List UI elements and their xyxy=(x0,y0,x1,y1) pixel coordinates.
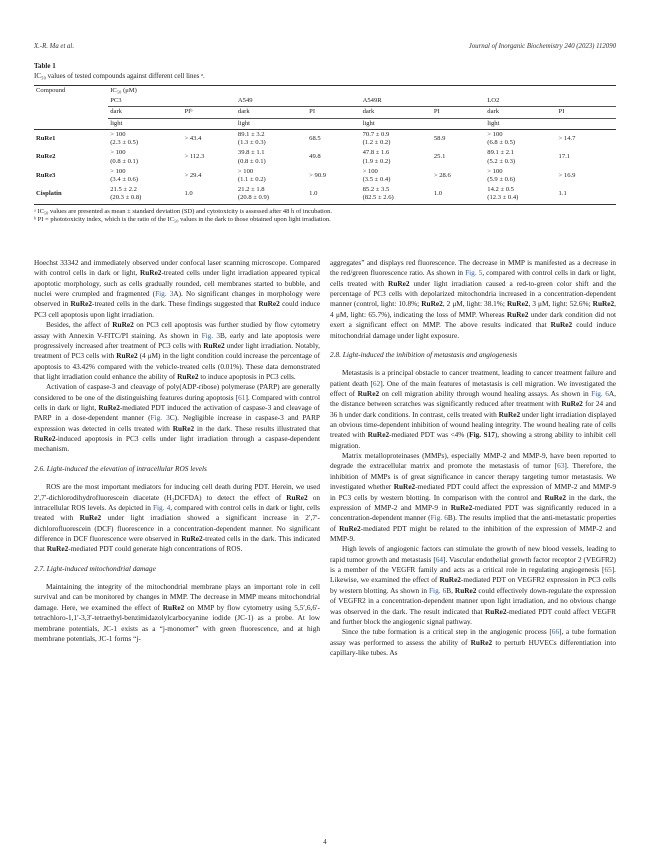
reference-link[interactable]: Fig. 3 xyxy=(155,289,174,299)
reference-link[interactable]: Fig. 6 xyxy=(430,513,448,523)
text-run: aggregates” and displays red fluorescence. The decrease in MMP is manifested as a decrease in the red/green fluorescence ratio. As shown in xyxy=(330,258,616,278)
text-run: on MMP by flow cytometry using 5,5′,6,6′-tetrachloro-1,1′-3,3′-tetraethyl-benzimidazolylcarbocyanine iodide (JC-1) as a probe. At low membrane potentials, JC-1 exists as a “j-monomer” with green fluorescence, and at high membrane potentials, JC-1 forms “j- xyxy=(34,602,320,643)
ic50-light: (1.1 ± 0.2) xyxy=(237,175,266,183)
ic50-light: (1.3 ± 0.3) xyxy=(237,139,266,147)
bold-term: RuRe2 xyxy=(561,399,583,409)
ic50-light: (12.3 ± 0.4) xyxy=(487,194,519,202)
pi-value: > 16.9 xyxy=(558,171,576,179)
bold-term: RuRe2 xyxy=(116,351,138,361)
text-run: A). No significant changes in morphology were observed in xyxy=(34,289,321,309)
ic50-light: (5.2 ± 0.3) xyxy=(487,157,516,165)
text-run: could induce mitochondrial damage under light exposure. xyxy=(330,320,616,340)
ic50-light: (3.5 ± 0.4) xyxy=(362,175,391,183)
empty-cell xyxy=(432,118,485,129)
text-run: could effectively down-regulate the expression of VEGFR2 in a concentration-dependent manner upon light irradiation, and no obvious change was observed in the dark. The result indicated that xyxy=(330,585,616,616)
text-run: ], a tube formation assay was performed to assess the ability of xyxy=(330,627,616,647)
pi-value: 49.8 xyxy=(309,153,321,161)
pi-value: 58.9 xyxy=(433,134,446,142)
pi-value: > 112.3 xyxy=(184,153,205,161)
text-run: High levels of angiogenic factors can stimulate the growth of new blood vessels, leading to rapid tumor growth and metastasis [ xyxy=(330,544,616,564)
compound-name: Cisplatin xyxy=(34,185,108,204)
text-run: , compared with control cells in dark or light, cells treated with xyxy=(330,268,617,288)
header-ic50: IC₅₀ (μM) xyxy=(108,85,616,96)
ic50-dark: 21.2 ± 1.8 xyxy=(237,186,265,194)
ic50-light: (1.2 ± 0.2) xyxy=(362,139,391,147)
bold-term: RuRe2 xyxy=(506,309,529,319)
ic50-value xyxy=(108,185,182,204)
text-run: -treated cells under light irradiation appeared typical apoptotic morphology, such as cells gradually rounded, cell membranes started to bubble, and nuclei were crumpled and fragmented ( xyxy=(34,268,320,299)
compound-name: RuRe1 xyxy=(36,134,56,142)
reference-link[interactable]: Fig. 6 xyxy=(591,388,609,398)
bold-term: RuRe2 xyxy=(506,299,529,309)
ic50-dark: 89.1 ± 2.1 xyxy=(487,149,514,157)
text-run: B). The results implied that the anti-metastatic properties of xyxy=(330,513,616,533)
text-run: , 2 μM, light: 38.1%; xyxy=(442,299,507,309)
text-run: , compared with control cells in dark or light, cells treated with xyxy=(34,502,320,523)
text-run: ROS are the most important mediators for inducing cell death during PDT. Herein, we used 2′,7′-dichlorodihydrofluorescein diacetate (H₂DCFDA) to detect the effect of xyxy=(34,482,320,502)
header-pi: PI xyxy=(432,107,485,118)
compound-name: RuRe3 xyxy=(36,171,56,179)
table-row xyxy=(34,148,616,166)
pi-value: > 43.4 xyxy=(184,134,202,142)
text-run: Hoechst 33342 and immediately observed under confocal laser scanning microscope. Compared with control cells in dark or light, xyxy=(34,258,320,278)
text-run: to perturb HUVECs differentiation into capillary-like tubes. As xyxy=(330,637,617,657)
pi-value: 1.0 xyxy=(307,185,360,204)
text-run: under light irradiation displayed an obvious time-dependent inhibition of wound healing integrity. The wound healing rate of cells treated with xyxy=(330,409,616,440)
bold-term: RuRe2 xyxy=(498,409,521,419)
ic50-value xyxy=(361,129,432,148)
header-pi: PI xyxy=(307,107,360,118)
ic50-light: (5.9 ± 0.6) xyxy=(487,175,516,183)
text-run: -induced apoptosis in PC3 cells under light irradiation through a caspase-dependent mechanism. xyxy=(34,434,320,454)
section-heading-2-7: 2.7. Light-induced mitochondrial damage xyxy=(34,563,156,573)
bold-term: RuRe2 xyxy=(203,340,225,350)
bold-term: RuRe2 xyxy=(181,533,203,543)
reference-link[interactable]: 61 xyxy=(238,392,246,402)
ic50-dark: > 100 xyxy=(487,130,503,138)
text-run: on intracellular ROS levels. As depicted in xyxy=(34,492,320,512)
paragraph xyxy=(330,627,616,658)
empty-cell xyxy=(34,96,108,107)
pi-value: 25.1 xyxy=(433,153,446,161)
text-run: Activation of caspase-3 and cleavage of poly(ADP-ribose) polymerase (PARP) are generally considered to be one of the distinguishing features during apoptosis [ xyxy=(34,382,320,402)
text-run: in the dark, the expression of MMP-2 and MMP-9 in xyxy=(330,492,616,512)
bold-term: RuRe2 xyxy=(177,371,199,381)
reference-link[interactable]: Fig. 4 xyxy=(152,502,171,512)
paragraph xyxy=(330,258,616,341)
bold-term: RuRe2 xyxy=(70,299,93,309)
text-run: could induce PC3 cell apoptosis upon light irradiation. xyxy=(34,299,320,319)
paragraph xyxy=(34,582,320,644)
reference-link[interactable]: Fig. 5 xyxy=(465,268,483,278)
ic50-dark: 21.5 ± 2.2 xyxy=(110,186,137,194)
header-dark: dark xyxy=(108,107,182,118)
paragraph xyxy=(330,544,616,627)
pi-value: > 28.6 xyxy=(433,171,451,179)
section-heading-2-6: 2.6. Light-induced the elevation of intracellular ROS levels xyxy=(34,463,207,473)
paragraph xyxy=(330,368,616,451)
header-dark: dark xyxy=(361,107,432,118)
text-run: -treated cells in the dark. These findings suggested that xyxy=(92,299,259,309)
bold-term: RuRe2 xyxy=(286,492,308,502)
header-light: light xyxy=(361,118,432,129)
reference-link[interactable]: 62 xyxy=(372,378,381,388)
text-run: -treated cells in the dark. This indicated that xyxy=(34,533,321,554)
bold-term: RuRe2 xyxy=(592,299,615,309)
text-run: on PC3 cell apoptosis was further studied by flow cytometry assay with Annexin V-FITC/PI staining. As shown in xyxy=(34,320,320,340)
ic50-dark: > 100 xyxy=(110,167,126,175)
paragraph xyxy=(330,451,616,544)
pi-value: > 29.4 xyxy=(184,171,202,179)
ic50-light: (0.8 ± 0.1) xyxy=(237,157,266,165)
header-authors: X.-R. Ma et al. xyxy=(34,43,75,50)
ic50-light: (2.3 ± 0.5) xyxy=(110,139,139,147)
empty-cell xyxy=(34,118,108,129)
ic50-value xyxy=(108,129,182,148)
text-run: B, early and late apoptosis were progressively increased after treatment of PC3 cells with xyxy=(34,330,320,350)
reference-link[interactable]: 64 xyxy=(435,554,444,564)
text-run: ]. Compared with control cells in dark or light, xyxy=(34,392,321,413)
paragraph xyxy=(34,320,320,382)
ic50-value xyxy=(485,148,556,166)
paragraph xyxy=(34,382,320,455)
bold-term: RuRe2 xyxy=(421,299,443,309)
table-header-row xyxy=(34,85,616,96)
text-run: Besides, the affect of xyxy=(46,320,113,330)
header-compound: Compound xyxy=(34,85,108,96)
ic50-value xyxy=(108,167,182,185)
table-1 xyxy=(34,62,616,225)
text-run: under dark condition did not exert a significant effect on MMP. The above results indicated that xyxy=(330,309,616,330)
ic50-dark: > 100 xyxy=(110,149,126,157)
bold-term: RuRe2 xyxy=(112,320,134,330)
section-heading-2-8: 2.8. Light-induced the inhibition of metastasis and angiogenesis xyxy=(330,349,518,359)
text-run: ]. One of the main features of metastasis is cell migration. We investigated the effect of xyxy=(330,378,616,398)
ic50-dark: > 100 xyxy=(487,167,503,175)
text-run: -mediated PDT induced the activation of caspase-3 and cleavage of PARP in a dose-dependent manner ( xyxy=(34,403,320,423)
text-run: ]. Likewise, we examined the effect of xyxy=(330,565,616,585)
empty-cell xyxy=(182,118,235,129)
text-run: B, xyxy=(446,585,455,595)
ic50-light: (0.8 ± 0.1) xyxy=(110,157,139,165)
text-run: -mediated PDT might be related to the inhibition of the expression of MMP-2 and MMP-9. xyxy=(330,523,617,543)
pi-value: 1.1 xyxy=(557,185,616,204)
pi-value: 1.0 xyxy=(432,185,485,204)
header-cell-line: A549R xyxy=(361,96,486,107)
ic50-dark: 85.2 ± 3.5 xyxy=(362,186,390,194)
pi-value: > 14.7 xyxy=(558,134,576,142)
ic50-value xyxy=(485,167,556,185)
ic50-light: (20.3 ± 0.8) xyxy=(110,194,142,202)
text-run: -mediated PDT could generate high concentrations of ROS. xyxy=(68,544,243,554)
ic50-value xyxy=(485,185,556,204)
header-pi: PIᵇ xyxy=(182,107,235,118)
bold-term: RuRe2 xyxy=(139,268,162,278)
ic50-light: (3.4 ± 0.6) xyxy=(110,175,139,183)
reference-link[interactable]: Fig. 3 xyxy=(201,330,220,340)
text-run: to induce apoptosis in PC3 cells. xyxy=(198,371,296,381)
bold-term: Fig. S17 xyxy=(469,430,495,440)
header-light: light xyxy=(108,118,182,129)
bold-term: RuRe2 xyxy=(550,320,573,330)
text-run: Since the tube formation is a critical step in the angiogenic process [ xyxy=(342,627,552,637)
ic50-dark: > 100 xyxy=(237,167,254,175)
ic50-value xyxy=(236,129,307,148)
table-footnotes xyxy=(34,208,616,226)
bold-term: RuRe2 xyxy=(388,278,410,288)
ic50-dark: > 100 xyxy=(110,130,126,138)
text-run: , 4 μM, light: 65.7%), indicating the loss of MMP. Whereas xyxy=(330,299,616,319)
text-run: on cell migration ability through wound healing assays. As shown in xyxy=(379,388,592,398)
text-run: ]. Vascular endothelial growth factor receptor 2 (VEGFR2) is a member of the VEGFR family and acts as a critical role in regulating angiogenesis [ xyxy=(330,554,616,575)
ic50-value xyxy=(485,129,556,148)
ic50-dark: 47.8 ± 1.6 xyxy=(362,149,390,157)
bold-term: RuRe2 xyxy=(439,575,461,585)
left-column xyxy=(34,258,320,644)
text-run: Matrix metalloproteinases (MMPs), especially MMP-2 and MMP-9, have been reported to degrade the extracellular matrix and promote the metastasis of tumor [ xyxy=(330,451,616,471)
pi-value: 1.0 xyxy=(182,185,235,204)
compound-name: RuRe2 xyxy=(36,153,56,161)
ic50-light: (1.9 ± 0.2) xyxy=(362,157,391,165)
text-run: -mediated PDT could affect VEGFR and further block the angiogenic signal pathway. xyxy=(330,606,616,626)
header-pi: PI xyxy=(557,107,616,118)
text-run: ), showing a strong ability to inhibit cell migration. xyxy=(330,430,616,450)
pi-value: 17.1 xyxy=(558,153,571,161)
ic50-light: (20.8 ± 0.9) xyxy=(237,194,269,202)
table-row xyxy=(34,185,616,204)
bold-term: RuRe2 xyxy=(450,502,473,512)
ic50-table xyxy=(34,85,616,205)
bold-term: RuRe2 xyxy=(258,299,280,309)
ic50-dark: 14.2 ± 0.5 xyxy=(487,186,514,194)
text-run: A, the distance between scratches was significantly reduced after treatment with xyxy=(330,388,617,409)
text-run: ]. Therefore, the inhibition of MMPs is of great significance in cancer therapy targeting tumor metastasis. We investigated whether xyxy=(330,461,616,492)
ic50-value xyxy=(236,185,307,204)
ic50-light: (82.5 ± 2.6) xyxy=(362,194,394,202)
header-dark: dark xyxy=(236,107,307,118)
footnote-b: ᵇ PI = phototoxicity index, which is the ratio of the IC₅₀ values in the dark to those obtained upon light irradiation. xyxy=(34,216,331,224)
paragraph xyxy=(34,258,320,320)
table-light-row xyxy=(34,118,616,129)
bold-term: RuRe2 xyxy=(454,585,477,595)
ic50-dark: 39.8 ± 1.1 xyxy=(237,149,265,157)
text-run: Metastasis is a principal obstacle to cancer treatment, leading to cancer treatment failure and patient death [ xyxy=(330,368,616,388)
table-title: Table 1 xyxy=(34,62,56,70)
bold-term: RuRe2 xyxy=(485,606,507,616)
ic50-value xyxy=(108,148,182,166)
reference-link[interactable]: Fig. 3 xyxy=(150,413,170,423)
ic50-dark: > 100 xyxy=(362,167,378,175)
ic50-value xyxy=(361,167,432,185)
right-column xyxy=(330,258,616,658)
bold-term: RuRe2 xyxy=(357,388,380,398)
bold-term: RuRe2 xyxy=(470,637,493,647)
header-cell-line: LO2 xyxy=(485,96,616,107)
ic50-value xyxy=(361,185,432,204)
bold-term: RuRe2 xyxy=(367,430,390,440)
reference-link[interactable]: 65 xyxy=(604,565,612,575)
bold-term: RuRe2 xyxy=(544,492,566,502)
paragraph xyxy=(34,482,320,555)
ic50-value xyxy=(236,167,307,185)
table-cell-line-row xyxy=(34,96,616,107)
reference-link[interactable]: Fig. 6 xyxy=(429,585,447,595)
text-run: C). Negligible increase in caspase-3 and PARP expression was detected in cells treated with xyxy=(34,413,320,433)
text-run: -mediated PDT could affect the expression of MMP-2 and MMP-9 in PC3 cells by western blotting. In comparison with the control and xyxy=(330,482,616,502)
text-run: under light irradiation. Notably, treatment of PC3 cells with xyxy=(34,340,320,361)
empty-cell xyxy=(557,118,616,129)
header-light: light xyxy=(485,118,556,129)
table-dark-row xyxy=(34,107,616,118)
ic50-light: (6.8 ± 0.5) xyxy=(487,139,516,147)
header-journal: Journal of Inorganic Biochemistry 240 (2023) 112090 xyxy=(468,43,616,50)
reference-link[interactable]: 66 xyxy=(551,627,560,637)
ic50-dark: 70.7 ± 0.9 xyxy=(362,130,390,138)
header-cell-line: PC3 xyxy=(108,96,236,107)
ic50-value xyxy=(361,148,432,166)
reference-link[interactable]: 63 xyxy=(557,461,565,471)
text-run: in the dark. These results illustrated that xyxy=(194,423,320,433)
text-run: -mediated PDT on VEGFR2 expression in PC3 cells by western blotting. As shown in xyxy=(330,575,616,595)
page-number: 4 xyxy=(323,839,327,846)
header-cell-line: A549 xyxy=(236,96,361,107)
header-dark: dark xyxy=(485,107,556,118)
bold-term: RuRe2 xyxy=(393,482,416,492)
text-run: (4 μM) in the light condition could increase the percentage of apoptosis to 43.42% compared with the vehicle-treated cells (0.01%). These data demonstrated that light irradiation could enhance the ability of xyxy=(34,351,321,381)
bold-term: RuRe2 xyxy=(98,403,120,413)
text-run: -mediated PDT was <4% ( xyxy=(389,430,470,440)
ic50-value xyxy=(236,148,307,166)
footnote-a: ᵃ IC₅₀ values are presented as mean ± standard deviation (SD) and cytotoxicity is assessed after 48 h of incubation. xyxy=(34,207,332,215)
text-run: for 24 and 36 h under dark conditions. In contrast, cells treated with xyxy=(330,399,616,419)
empty-cell xyxy=(307,118,360,129)
bold-term: RuRe2 xyxy=(79,513,102,523)
empty-cell xyxy=(34,107,108,118)
text-run: -mediated PDT was significantly reduced in a concentration-dependent manner ( xyxy=(330,502,616,523)
text-run: Maintaining the integrity of the mitochondrial membrane plays an important role in cell survival and can be monitored by changes in MMP. The decrease in MMP means mitochondrial damage. Here, we examined the effect of xyxy=(34,582,320,612)
bold-term: RuRe2 xyxy=(172,423,195,433)
bold-term: RuRe2 xyxy=(162,602,185,612)
table-row xyxy=(34,167,616,185)
bold-term: RuRe2 xyxy=(34,434,56,444)
ic50-dark: 89.1 ± 3.2 xyxy=(237,130,265,138)
table-caption: IC₅₀ values of tested compounds against different cell lines ᵃ. xyxy=(34,71,205,80)
pi-value: > 90.9 xyxy=(309,171,327,179)
table-row xyxy=(34,129,616,148)
bold-term: RuRe2 xyxy=(46,544,69,554)
header-light: light xyxy=(236,118,307,129)
pi-value: 68.5 xyxy=(309,134,321,142)
text-run: under light irradiation caused a red-to-green color shift and the percentage of PC3 cells with depolarized mitochondria increased in a concentration-dependent manner (control, light: 10.8%; xyxy=(330,278,616,309)
text-run: under light irradiation showed a significant increase in 2′,7′-dichlorofluorescein (DCF) fluorescence in a concentration-dependent manner. No significant difference in DCF fluorescence were observed in xyxy=(34,513,320,543)
text-run: , 3 μM, light: 52.6%; xyxy=(528,299,593,309)
bold-term: RuRe2 xyxy=(339,523,361,533)
